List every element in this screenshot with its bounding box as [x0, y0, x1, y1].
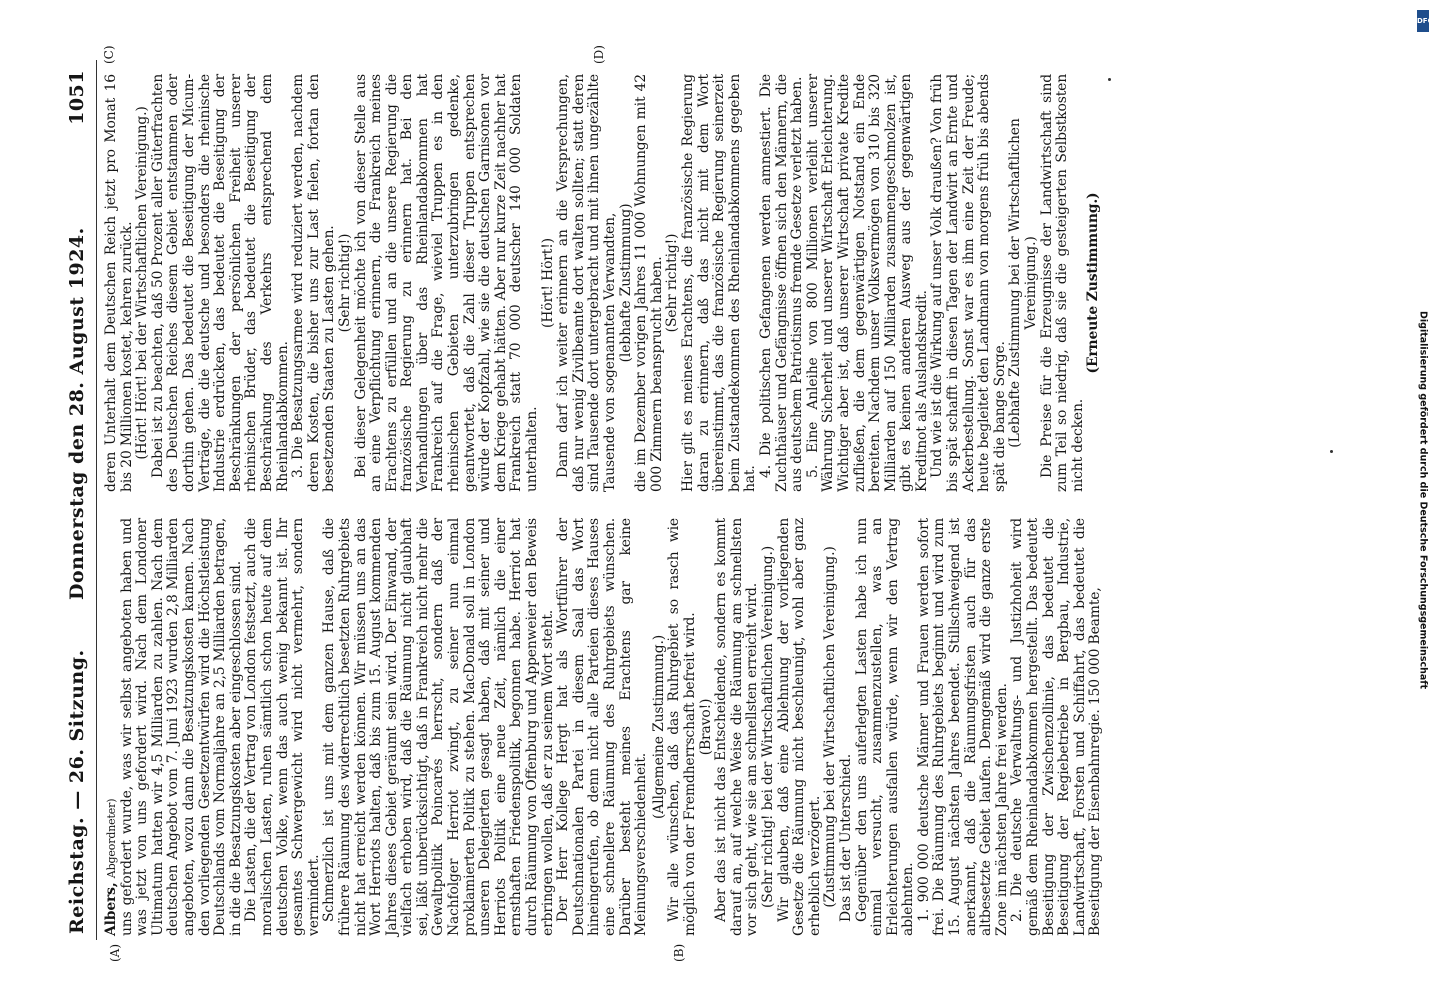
interjection: (lebhafte Zustimmung)	[617, 203, 634, 363]
paragraph: 3. Die Besatzungsarmee wird reduziert werden, nachdem deren Kosten, die bisher uns zur Last fielen, fortan den besetzenden Staaten zu Lasten gehen.	[290, 74, 338, 492]
dfg-logo: DFG	[1417, 10, 1429, 32]
header-date: Donnerstag den 28. August 1924.	[66, 227, 88, 600]
page-header	[66, 60, 96, 940]
paragraph: 1. 900 000 deutsche Männer und Frauen werden sofort frei. Die Räumung des Ruhrgebiets beginnt und wird zum 15. August nächsten Jahres beendet. Stillschweigend ist anerkannt, daß die Räumungsfristen auch für das altbesetzte Gebiet laufen. Demgemäß wird die ganze erste Zone im nächsten Jahre frei werden.	[915, 518, 1010, 936]
margin-letter-c: (C)	[102, 45, 116, 64]
paragraph: Dann darf ich weiter erinnern an die Versprechungen, daß nur wenig Zivilbeamte dort walten sollten; statt deren sind Tausende dort untergebracht und mit ihnen ungezählte Tausende von sogenannten Verwandten,	[555, 74, 618, 492]
paragraph: Dabei ist zu beachten, daß 50 Prozent aller Güterfrachten des Deutschen Reiches diesem Gebiet entstammen oder dorthin gehen. Das bedeutet die Beseitigung der Micum-Verträge, die die deutsche und besonders die rheinische Industrie erdrücken, das bedeutet die Beseitigung der Beschränkungen der persönlichen Freiheit unserer rheinischen Brüder, das bedeutet die Beseitigung der Beschränkung des Verkehrs entsprechend dem Rheinlandabkommen.	[149, 74, 291, 492]
speaker-role: Abgeordneter)	[105, 798, 118, 879]
interjection: (Hört! Hört! bei der Wirtschaftlichen Vereinigung.)	[134, 106, 151, 460]
scan-speck	[1330, 450, 1333, 453]
interjection: (Hört! Hört!)	[539, 238, 556, 328]
right-column	[104, 74, 1102, 492]
paragraph: deren Unterhalt dem Deutschen Reich jetzt pro Monat 16 bis 20 Millionen kostet, kehren zurück.	[103, 74, 135, 492]
digitization-credit-text: Digitalisierung gefördert durch die Deutsche Forschungsgemeinschaft	[1417, 311, 1429, 689]
speaker-name: Albers,	[103, 882, 119, 936]
paragraph: uns gefordert wurde, was wir selbst angeboten haben und was jetzt von uns gefordert wird. Nach dem Londoner Ultimatum hatten wir 4,5 Milliarden zu zahlen. Nach dem deutschen Angebot vom 7. Juni 1923 wurden 2,8 Milliarden angeboten, wozu dann die Besatzungskosten kamen. Nach den vorliegenden Gesetzentwürfen wird die Höchstleistung Deutschlands vom Normaljahre an 2,5 Milliarden betragen, in die die Besatzungskosten aber eingeschlossen sind.	[118, 518, 244, 936]
paragraph: Aber das ist nicht das Entscheidende, sondern es kommt darauf an, auf welche Weise die Räumung am schnellsten vor sich geht, wie sie am schnellsten erreicht wird.	[713, 518, 761, 936]
paragraph: Der Herr Kollege Hergt hat als Wortführer der Deutschnationalen Partei in diesem Saal das Wort hineingerufen, ob denn nicht alle Parteien dieses Hauses eine schnellere Räumung des Ruhrgebiets wünschen. Darüber besteht meines Erachtens gar keine Meinungsverschiedenheit.	[555, 518, 650, 936]
rotated-document-page	[52, 45, 1382, 962]
paragraph: Die Preise für die Erzeugnisse der Landwirtschaft sind zum Teil so niedrig, daß sie die gesteigerten Selbstkosten nicht decken.	[1038, 74, 1086, 492]
paragraph: Wir alle wünschen, daß das Ruhrgebiet so rasch wie möglich von der Fremdherrschaft befreit wird.	[666, 518, 698, 936]
paragraph: Bei dieser Gelegenheit möchte ich von dieser Stelle aus an eine Verpflichtung erinnern, die Frankreich meines Erachtens zu erfüllen und an die unsere Regierung die französische Regierung zu erinnern hat. Bei den Verhandlungen über das Rheinlandabkommen hat Frankreich auf die Frage, wieviel Truppen es in den rheinischen Gebieten unterzubringen gedenke, geantwortet, daß die Zahl dieser Truppen entsprechen würde der Kopfzahl, wie sie die deutschen Garnisonen vor dem Kriege gehabt hätten. Aber nur kurze Zeit nachher hat Frankreich statt 70 000 deutscher 140 000 Soldaten unterhalten.	[352, 74, 541, 492]
paragraph: Das ist der Unterschied.	[837, 753, 854, 922]
interjection: (Bravo!)	[697, 698, 714, 756]
header-session: Reichstag. — 26. Sitzung.	[66, 649, 88, 934]
paragraph: Die Lasten, die der Vertrag von London festsetzt, auch die moralischen Lasten, ruhen sämtlich schon heute auf dem deutschen Volke, wenn das auch wenig bekannt ist. Ihr gesamtes Schwergewicht wird nicht vermehrt, sondern vermindert.	[243, 518, 322, 936]
digitization-credit-sidebar	[1416, 10, 1434, 990]
paragraph: Wir glauben, daß eine Ablehnung der vorliegenden Gesetze die Räumung nicht beschleunigt, wohl aber ganz erheblich verzögert.	[775, 518, 823, 936]
interjection: (Allgemeine Zustimmung.)	[650, 635, 667, 819]
left-column	[104, 518, 1104, 936]
paragraph: Gegenüber den uns auferlegten Lasten habe ich nun einmal versucht, zusammenzustellen, was an Erleichterungen ausfallen würde, wenn wir den Vertrag ablehnten.	[853, 518, 917, 936]
margin-letter-d: (D)	[592, 45, 606, 64]
paragraph: 2. Die deutsche Verwaltungs- und Justizhoheit wird gemäß dem Rheinlandabkommen hergestellt. Das bedeutet Beseitigung der Zwischenzollinie, das bedeutet die Beseitigung der Regiebetriebe in Bergbau, Industrie, Landwirtschaft, Forsten und Schiffahrt, das bedeutet die Beseitigung der Eisenbahnregie. 150 000 Beamte,	[1009, 518, 1104, 936]
margin-letter-b: (B)	[672, 943, 686, 962]
interjection: (Lebhafte Zustimmung bei der Wirtschaftlichen Vereinigung.)	[1007, 118, 1040, 448]
page-number: 1051	[66, 70, 88, 125]
scan-speck	[1108, 78, 1111, 81]
paragraph: die im Dezember vorigen Jahres 11 000 Wohnungen mit 42 000 Zimmern beansprucht haben.	[633, 74, 665, 492]
speaker-line	[104, 518, 120, 936]
paragraph: Hier gilt es meines Erachtens, die französische Regierung daran zu erinnern, daß das nicht mit dem Wort übereinstimmt, das die französische Regierung seinerzeit beim Zustandekommen des Rheinlandabkommens gegeben hat.	[679, 74, 759, 492]
interjection: (Sehr richtig!)	[336, 233, 353, 333]
margin-letter-a: (A)	[108, 943, 122, 962]
paragraph: 5. Eine Anleihe von 800 Millionen verleiht unserer Währung Sicherheit und unserer Wirtschaft Erleichterung. Wichtiger aber ist, daß unserer Wirtschaft private Kredite zufließen, die dem gegenwärtigen Notstand ein Ende bereiten. Nachdem unser Volksvermögen von 310 bis 320 Milliarden auf 150 Milliarden zusammengeschmolzen ist, gibt es keinen anderen Ausweg aus der gegenwärtigen Kreditnot als Auslandskredit.	[804, 74, 930, 492]
paragraph: 4. Die politischen Gefangenen werden amnestiert. Die Zuchthäuser und Gefängnisse öffnen sich den Männern, die aus deutschem Patriotismus fremde Gesetze verletzt haben.	[757, 74, 806, 492]
header-rule	[96, 60, 97, 940]
interjection: (Zustimmung bei der Wirtschaftlichen Vereinigung.)	[822, 546, 839, 908]
interjection: (Sehr richtig!)	[664, 233, 681, 333]
interjection: (Sehr richtig! bei der Wirtschaftlichen Vereinigung.)	[759, 546, 776, 908]
paragraph: Schmerzlich ist uns mit dem ganzen Hause, daß die frühere Räumung des widerrechtlich besetzten Ruhrgebiets nicht hat erreicht werden können. Wir müssen uns an das Wort Herriots halten, daß bis zum 15. August kommenden Jahres dieses Gebiet geräumt sein wird. Der Einwand, der vielfach erhoben wird, daß die Räumung nicht glaubhaft sei, läßt unberücksichtigt, daß in Frankreich nicht mehr die Gewaltpolitik Poincarés herrscht, sondern daß der Nachfolger Herriot zwingt, zu seiner nun einmal proklamierten Politik zu stehen. MacDonald soll in London unseren Delegierten gesagt haben, daß mit seiner und Herriots Politik eine neue Zeit, nämlich die einer ernsthaften Friedenspolitik, begonnen habe. Herriot hat durch Räumung von Offenburg und Appenweier den Beweis erbringen wollen, daß er zu seinem Wort steht.	[321, 518, 556, 936]
paragraph: Und wie ist die Wirkung auf unser Volk draußen? Von früh bis spät schafft in diesen Tagen der Landwirt an Ernte und Ackerbestellung. Sonst war es ihm eine Zeit der Freude; heute begleitet den Landmann von morgens früh bis abends spät die bange Sorge.	[929, 74, 1008, 492]
interjection: (Erneute Zustimmung.)	[1085, 192, 1102, 374]
